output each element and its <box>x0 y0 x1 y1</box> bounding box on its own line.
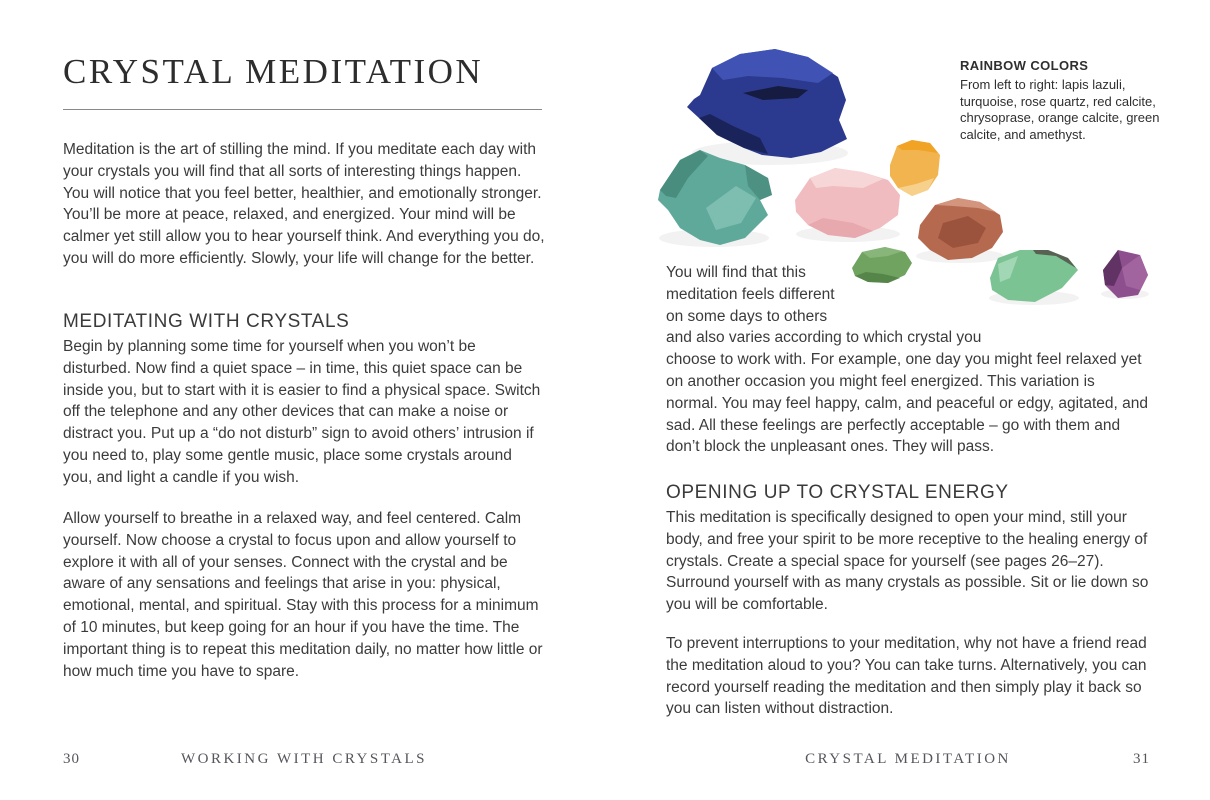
page-number-left: 30 <box>63 751 80 767</box>
running-head-right: CRYSTAL MEDITATION <box>805 751 1011 767</box>
body-paragraph: To prevent interruptions to your meditation, why not have a friend read the meditation aloud to you? You can take turns. Alternatively, you can record yourself reading the meditation and then simply play it back so you can listen without distraction. <box>666 635 1147 718</box>
running-head-left: WORKING WITH CRYSTALS <box>180 751 428 767</box>
photo-caption <box>960 58 1162 144</box>
intro-paragraph: Meditation is the art of stilling the mind. If you meditate each day with your crystals you will find that all sorts of interesting things happen. You will notice that you feel better, healthier, and emotionally stronger. You’ll be more at peace, relaxed, and energized. Your mind will be calmer yet still allow you to hear yourself think. And everything you do, you will do more efficiently. Slowly, your life will change for the better. <box>63 141 545 267</box>
photo-caption-body: From left to right: lapis lazuli, turquoise, rose quartz, red calcite, chrysoprase, orange calcite, green calcite, and amethyst. <box>960 76 1160 143</box>
section-heading: MEDITATING WITH CRYSTALS <box>63 311 350 332</box>
turquoise-stone <box>687 49 847 158</box>
section-meditating-with-crystals <box>63 311 545 489</box>
chrysoprase-stone <box>890 140 940 196</box>
title-rule <box>63 109 542 110</box>
image-wrap-spacer <box>1010 308 1150 331</box>
photo-caption-title: RAINBOW COLORS <box>960 58 1089 73</box>
section-body: This meditation is specifically designed to open your mind, still your body, and free your spirit to be more receptive to the healing energy of crystals. Create a special space for yourself (see pages 26–27). Surround yourself with as many crystals as possible. Sit or lie down so you will be comfortable. <box>666 509 1149 614</box>
section-body: Begin by planning some time for yourself when you won’t be disturbed. Now find a quiet space – in time, this quiet space can be inside you, but to start with it is easier to find a physical space. Switch off the telephone and any other devices that can make a noise or distract you. Put up a “do not disturb” sign to avoid others’ intrusion if you need to, play some gentle music, place some crystals around you, and light a candle if you wish. <box>63 338 541 486</box>
page-title: CRYSTAL MEDITATION <box>63 52 484 91</box>
section-opening-up-to-crystal-energy <box>666 482 1150 616</box>
section-heading: OPENING UP TO CRYSTAL ENERGY <box>666 482 1009 503</box>
rose-quartz-stone <box>795 168 900 238</box>
body-paragraph: Allow yourself to breathe in a relaxed way, and feel centered. Calm yourself. Now choose a crystal to focus upon and allow yourself to explore it with all of your senses. Connect with the crystal and be aware of any sensations and feelings that arise in you: physical, emotional, mental, and spiritual. Stay with this process for a minimum of 10 minutes, but keep going for an hour if you have the time. The important thing is to repeat this meditation daily, no matter how little or how much time you have to spare. <box>63 510 543 680</box>
page-number-right: 31 <box>1133 751 1150 767</box>
image-wrap-spacer <box>850 262 1150 308</box>
body-paragraph: You will find that this meditation feels different on some days to others and also varies according to which crystal you choose to work with. For example, one day you might feel relaxed yet on another occasion you might feel energized. This variation is normal. You may feel happy, calm, and peaceful or edgy, agitated, and sad. All these feelings are perfectly acceptable – go with them and don’t block the unpleasant ones. They will pass. <box>666 262 1150 458</box>
orange-calcite-stone <box>918 198 1003 260</box>
